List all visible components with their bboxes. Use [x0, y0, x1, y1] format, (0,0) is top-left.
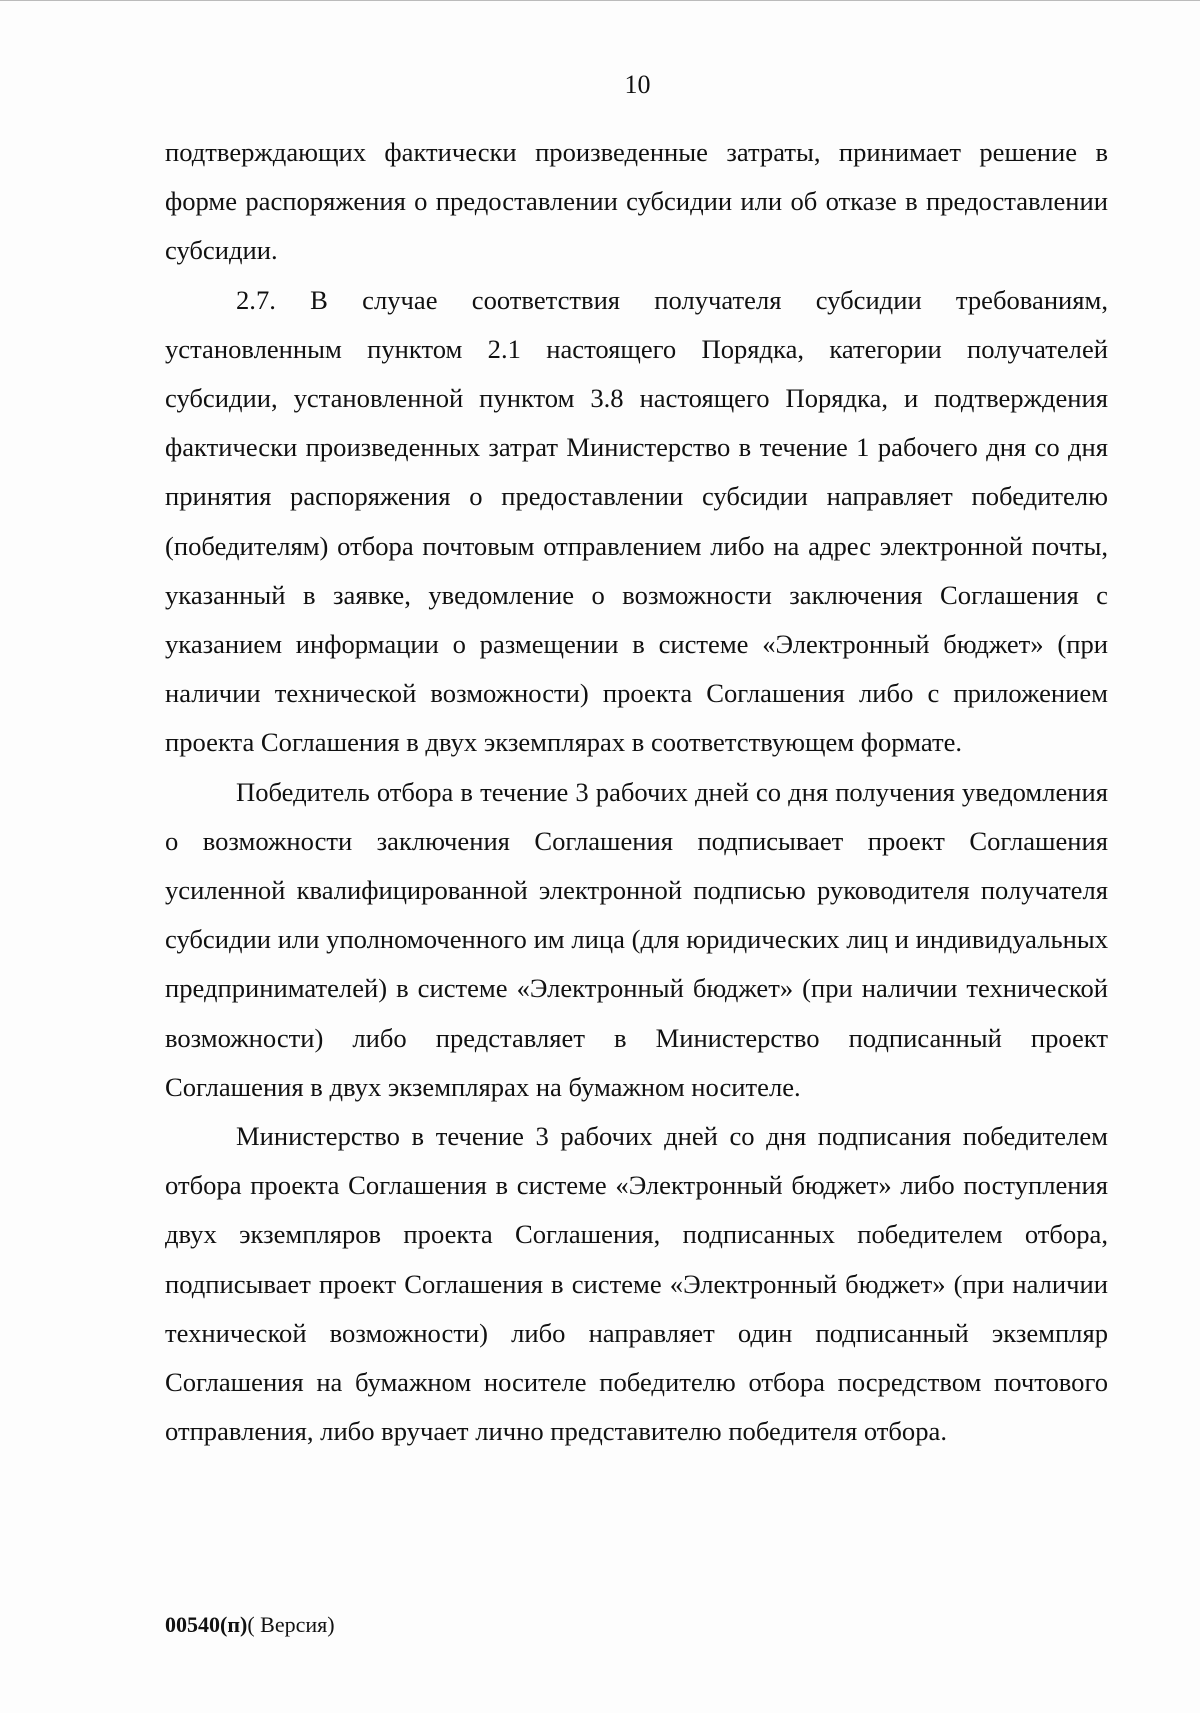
paragraph-2-7: 2.7. В случае соответствия получателя субсидии требованиям, установленным пунктом 2.1 настоящего Порядка, категории получателей субсидии, установленной пунктом 3.8 настоящего Порядка, и подтверждения фактически произведенных затрат Министерство в течение 1 рабочего дня со дня принятия распоряжения о предоставлении субсидии направляет победителю (победителям) отбора почтовым отправлением либо на адрес электронной почты, указанный в заявке, уведомление о возможности заключения Соглашения с указанием информации о размещении в системе «Электронный бюджет» (при наличии технической возможности) проекта Соглашения либо с приложением проекта Соглашения в двух экземплярах в соответствующем формате.	[165, 284, 1108, 758]
paragraph-winner-signing: Победитель отбора в течение 3 рабочих дней со дня получения уведомления о возможности заключения Соглашения подписывает проект Соглашения усиленной квалифицированной электронной подписью руководителя получателя субсидии или уполномоченного им лица (для юридических лиц и индивидуальных предпринимателей) в системе «Электронный бюджет» (при наличии технической возможности) либо представляет в Министерство подписанный проект Соглашения в двух экземплярах на бумажном носителе.	[165, 776, 1108, 1102]
paragraph-ministry-signing: Министерство в течение 3 рабочих дней со дня подписания победителем отбора проекта Соглашения в системе «Электронный бюджет» либо поступления двух экземпляров проекта Соглашения, подписанных победителем отбора, подписывает проект Соглашения в системе «Электронный бюджет» (при наличии технической возможности) либо направляет один подписанный экземпляр Соглашения на бумажном носителе победителю отбора посредством почтового отправления, либо вручает лично представителю победителя отбора.	[165, 1121, 1108, 1447]
document-body	[165, 128, 1108, 1456]
page-number: 10	[624, 70, 651, 99]
paragraph-continuation: подтверждающих фактически произведенные затраты, принимает решение в форме распоряжения о предоставлении субсидии или об отказе в предоставлении субсидии.	[165, 137, 1108, 266]
document-version: ( Версия)	[247, 1612, 335, 1637]
document-footer	[165, 1612, 335, 1638]
document-code: 00540(п)	[165, 1612, 248, 1637]
top-scan-edge	[0, 0, 1200, 1]
